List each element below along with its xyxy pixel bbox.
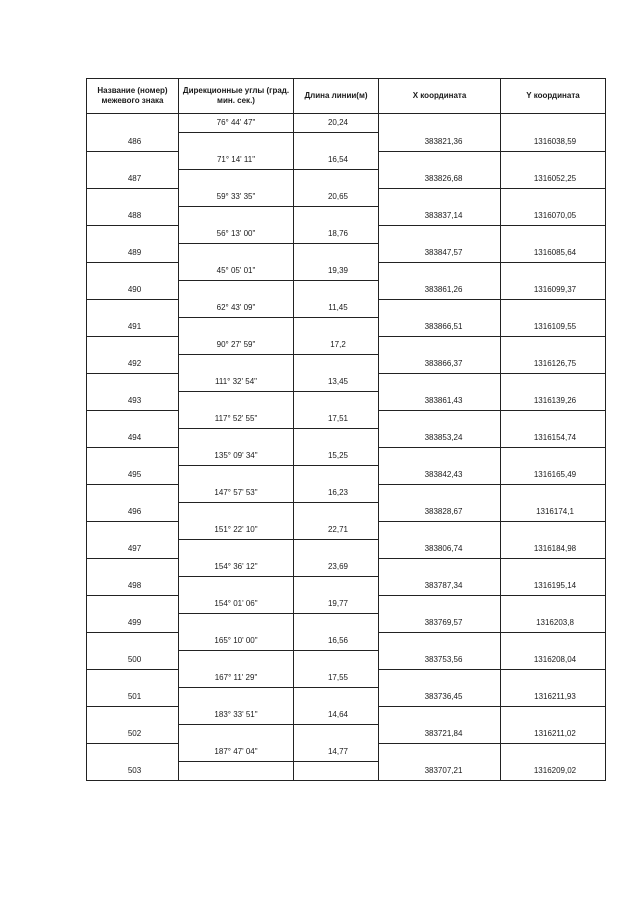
line-length-cell: 16,54 [294, 151, 379, 170]
y-coordinate-cell: 1316154,74 [501, 429, 606, 448]
x-coordinate-cell: 383866,37 [379, 355, 501, 374]
x-coordinate-cell [379, 336, 501, 355]
point-number-cell [87, 521, 179, 540]
y-coordinate-cell: 1316208,04 [501, 651, 606, 670]
direction-angle-cell: 135° 09' 34" [179, 447, 294, 466]
point-number-cell [87, 299, 179, 318]
point-row [87, 429, 606, 448]
line-length-cell: 13,45 [294, 373, 379, 392]
point-row [87, 207, 606, 226]
point-number-cell [87, 410, 179, 429]
x-coordinate-cell: 383861,26 [379, 281, 501, 300]
header-x: X координата [379, 79, 501, 114]
line-length-cell [294, 540, 379, 559]
y-coordinate-cell: 1316052,25 [501, 170, 606, 189]
y-coordinate-cell: 1316209,02 [501, 762, 606, 781]
point-number-cell: 497 [87, 540, 179, 559]
point-number-cell: 490 [87, 281, 179, 300]
line-length-cell: 18,76 [294, 225, 379, 244]
y-coordinate-cell [501, 373, 606, 392]
point-row [87, 281, 606, 300]
y-coordinate-cell: 1316203,8 [501, 614, 606, 633]
direction-angle-cell [179, 207, 294, 226]
line-length-cell: 11,45 [294, 299, 379, 318]
point-row [87, 503, 606, 522]
direction-angle-cell: 62° 43' 09" [179, 299, 294, 318]
segment-row [87, 336, 606, 355]
direction-angle-cell: 117° 52' 55" [179, 410, 294, 429]
x-coordinate-cell [379, 521, 501, 540]
x-coordinate-cell [379, 188, 501, 207]
x-coordinate-cell [379, 225, 501, 244]
line-length-cell [294, 688, 379, 707]
segment-row [87, 151, 606, 170]
table-body [87, 114, 606, 781]
direction-angle-cell [179, 466, 294, 485]
point-number-cell [87, 114, 179, 133]
line-length-cell [294, 281, 379, 300]
y-coordinate-cell [501, 595, 606, 614]
y-coordinate-cell [501, 669, 606, 688]
direction-angle-cell: 165° 10' 00" [179, 632, 294, 651]
x-coordinate-cell: 383866,51 [379, 318, 501, 337]
line-length-cell [294, 133, 379, 152]
x-coordinate-cell [379, 558, 501, 577]
point-row [87, 170, 606, 189]
direction-angle-cell: 167° 11' 29" [179, 669, 294, 688]
y-coordinate-cell: 1316038,59 [501, 133, 606, 152]
point-number-cell: 489 [87, 244, 179, 263]
point-number-cell: 492 [87, 355, 179, 374]
direction-angle-cell [179, 577, 294, 596]
x-coordinate-cell [379, 151, 501, 170]
x-coordinate-cell [379, 114, 501, 133]
segment-row [87, 262, 606, 281]
point-number-cell: 495 [87, 466, 179, 485]
segment-row [87, 521, 606, 540]
direction-angle-cell [179, 725, 294, 744]
segment-row [87, 225, 606, 244]
y-coordinate-cell [501, 188, 606, 207]
direction-angle-cell [179, 392, 294, 411]
x-coordinate-cell: 383769,57 [379, 614, 501, 633]
direction-angle-cell [179, 688, 294, 707]
point-number-cell [87, 743, 179, 762]
point-row [87, 688, 606, 707]
point-row [87, 318, 606, 337]
direction-angle-cell [179, 762, 294, 781]
line-length-cell [294, 170, 379, 189]
point-number-cell [87, 225, 179, 244]
point-number-cell [87, 188, 179, 207]
direction-angle-cell: 45° 05' 01" [179, 262, 294, 281]
line-length-cell [294, 651, 379, 670]
segment-row [87, 447, 606, 466]
line-length-cell [294, 429, 379, 448]
point-number-cell: 487 [87, 170, 179, 189]
boundary-points-table [86, 78, 606, 781]
point-number-cell: 486 [87, 133, 179, 152]
table-header [87, 79, 606, 114]
direction-angle-cell [179, 540, 294, 559]
point-row [87, 133, 606, 152]
point-number-cell: 498 [87, 577, 179, 596]
direction-angle-cell: 90° 27' 59" [179, 336, 294, 355]
y-coordinate-cell [501, 743, 606, 762]
point-number-cell [87, 484, 179, 503]
x-coordinate-cell: 383853,24 [379, 429, 501, 448]
y-coordinate-cell: 1316174,1 [501, 503, 606, 522]
point-number-cell: 503 [87, 762, 179, 781]
y-coordinate-cell: 1316109,55 [501, 318, 606, 337]
point-number-cell [87, 669, 179, 688]
x-coordinate-cell [379, 706, 501, 725]
point-number-cell [87, 373, 179, 392]
header-y: Y координата [501, 79, 606, 114]
x-coordinate-cell [379, 669, 501, 688]
point-row [87, 725, 606, 744]
x-coordinate-cell: 383828,67 [379, 503, 501, 522]
header-row [87, 79, 606, 114]
point-row [87, 540, 606, 559]
y-coordinate-cell: 1316099,37 [501, 281, 606, 300]
line-length-cell: 17,2 [294, 336, 379, 355]
line-length-cell [294, 466, 379, 485]
y-coordinate-cell [501, 521, 606, 540]
direction-angle-cell [179, 614, 294, 633]
direction-angle-cell: 151° 22' 10" [179, 521, 294, 540]
y-coordinate-cell [501, 151, 606, 170]
x-coordinate-cell: 383826,68 [379, 170, 501, 189]
y-coordinate-cell [501, 706, 606, 725]
line-length-cell: 15,25 [294, 447, 379, 466]
x-coordinate-cell: 383837,14 [379, 207, 501, 226]
line-length-cell: 20,24 [294, 114, 379, 133]
point-number-cell: 499 [87, 614, 179, 633]
direction-angle-cell [179, 503, 294, 522]
x-coordinate-cell [379, 632, 501, 651]
y-coordinate-cell: 1316211,02 [501, 725, 606, 744]
x-coordinate-cell: 383842,43 [379, 466, 501, 485]
line-length-cell: 17,51 [294, 410, 379, 429]
y-coordinate-cell [501, 447, 606, 466]
point-row [87, 651, 606, 670]
direction-angle-cell [179, 170, 294, 189]
x-coordinate-cell [379, 410, 501, 429]
direction-angle-cell [179, 244, 294, 263]
line-length-cell: 20,65 [294, 188, 379, 207]
header-length: Длина линии(м) [294, 79, 379, 114]
y-coordinate-cell [501, 299, 606, 318]
y-coordinate-cell [501, 632, 606, 651]
y-coordinate-cell [501, 114, 606, 133]
y-coordinate-cell [501, 410, 606, 429]
direction-angle-cell: 183° 33' 51" [179, 706, 294, 725]
direction-angle-cell: 187° 47' 04" [179, 743, 294, 762]
x-coordinate-cell [379, 484, 501, 503]
point-row [87, 466, 606, 485]
point-number-cell [87, 336, 179, 355]
line-length-cell: 17,55 [294, 669, 379, 688]
point-row [87, 762, 606, 781]
line-length-cell: 14,77 [294, 743, 379, 762]
header-name: Название (номер) межевого знака [87, 79, 179, 114]
direction-angle-cell: 154° 01' 06" [179, 595, 294, 614]
line-length-cell [294, 503, 379, 522]
point-number-cell [87, 595, 179, 614]
line-length-cell [294, 244, 379, 263]
point-number-cell: 488 [87, 207, 179, 226]
x-coordinate-cell [379, 262, 501, 281]
segment-row [87, 114, 606, 133]
point-number-cell [87, 447, 179, 466]
line-length-cell [294, 614, 379, 633]
point-row [87, 392, 606, 411]
line-length-cell: 14,64 [294, 706, 379, 725]
y-coordinate-cell: 1316139,26 [501, 392, 606, 411]
point-number-cell: 494 [87, 429, 179, 448]
x-coordinate-cell [379, 447, 501, 466]
point-number-cell: 500 [87, 651, 179, 670]
x-coordinate-cell: 383806,74 [379, 540, 501, 559]
direction-angle-cell [179, 355, 294, 374]
direction-angle-cell: 71° 14' 11" [179, 151, 294, 170]
x-coordinate-cell [379, 743, 501, 762]
x-coordinate-cell [379, 373, 501, 392]
y-coordinate-cell: 1316184,98 [501, 540, 606, 559]
point-row [87, 244, 606, 263]
point-number-cell [87, 632, 179, 651]
direction-angle-cell: 76° 44' 47" [179, 114, 294, 133]
point-row [87, 614, 606, 633]
x-coordinate-cell: 383821,36 [379, 133, 501, 152]
header-angle: Дирекционные углы (град. мин. сек.) [179, 79, 294, 114]
segment-row [87, 632, 606, 651]
point-number-cell: 502 [87, 725, 179, 744]
y-coordinate-cell: 1316085,64 [501, 244, 606, 263]
x-coordinate-cell: 383787,34 [379, 577, 501, 596]
y-coordinate-cell: 1316211,93 [501, 688, 606, 707]
y-coordinate-cell: 1316126,75 [501, 355, 606, 374]
line-length-cell [294, 725, 379, 744]
y-coordinate-cell [501, 484, 606, 503]
direction-angle-cell [179, 318, 294, 337]
direction-angle-cell: 111° 32' 54" [179, 373, 294, 392]
line-length-cell: 19,77 [294, 595, 379, 614]
x-coordinate-cell: 383753,56 [379, 651, 501, 670]
x-coordinate-cell: 383847,57 [379, 244, 501, 263]
line-length-cell [294, 207, 379, 226]
direction-angle-cell [179, 429, 294, 448]
y-coordinate-cell [501, 262, 606, 281]
x-coordinate-cell: 383736,45 [379, 688, 501, 707]
point-number-cell: 496 [87, 503, 179, 522]
x-coordinate-cell [379, 299, 501, 318]
direction-angle-cell: 56° 13' 00" [179, 225, 294, 244]
line-length-cell: 23,69 [294, 558, 379, 577]
segment-row [87, 484, 606, 503]
line-length-cell [294, 318, 379, 337]
line-length-cell [294, 392, 379, 411]
direction-angle-cell [179, 651, 294, 670]
line-length-cell: 16,23 [294, 484, 379, 503]
segment-row [87, 706, 606, 725]
point-number-cell [87, 558, 179, 577]
point-number-cell [87, 706, 179, 725]
segment-row [87, 188, 606, 207]
line-length-cell [294, 355, 379, 374]
x-coordinate-cell: 383721,84 [379, 725, 501, 744]
line-length-cell: 22,71 [294, 521, 379, 540]
point-number-cell [87, 262, 179, 281]
x-coordinate-cell: 383861,43 [379, 392, 501, 411]
line-length-cell [294, 762, 379, 781]
direction-angle-cell [179, 133, 294, 152]
segment-row [87, 373, 606, 392]
point-number-cell: 491 [87, 318, 179, 337]
direction-angle-cell: 154° 36' 12" [179, 558, 294, 577]
line-length-cell [294, 577, 379, 596]
point-number-cell: 501 [87, 688, 179, 707]
direction-angle-cell: 147° 57' 53" [179, 484, 294, 503]
point-row [87, 355, 606, 374]
point-row [87, 577, 606, 596]
segment-row [87, 743, 606, 762]
y-coordinate-cell [501, 558, 606, 577]
y-coordinate-cell: 1316165,49 [501, 466, 606, 485]
segment-row [87, 595, 606, 614]
direction-angle-cell: 59° 33' 35" [179, 188, 294, 207]
direction-angle-cell [179, 281, 294, 300]
line-length-cell: 19,39 [294, 262, 379, 281]
point-number-cell [87, 151, 179, 170]
segment-row [87, 299, 606, 318]
point-number-cell: 493 [87, 392, 179, 411]
x-coordinate-cell: 383707,21 [379, 762, 501, 781]
y-coordinate-cell [501, 336, 606, 355]
x-coordinate-cell [379, 595, 501, 614]
segment-row [87, 669, 606, 688]
segment-row [87, 558, 606, 577]
line-length-cell: 16,56 [294, 632, 379, 651]
segment-row [87, 410, 606, 429]
y-coordinate-cell: 1316195,14 [501, 577, 606, 596]
y-coordinate-cell: 1316070,05 [501, 207, 606, 226]
y-coordinate-cell [501, 225, 606, 244]
